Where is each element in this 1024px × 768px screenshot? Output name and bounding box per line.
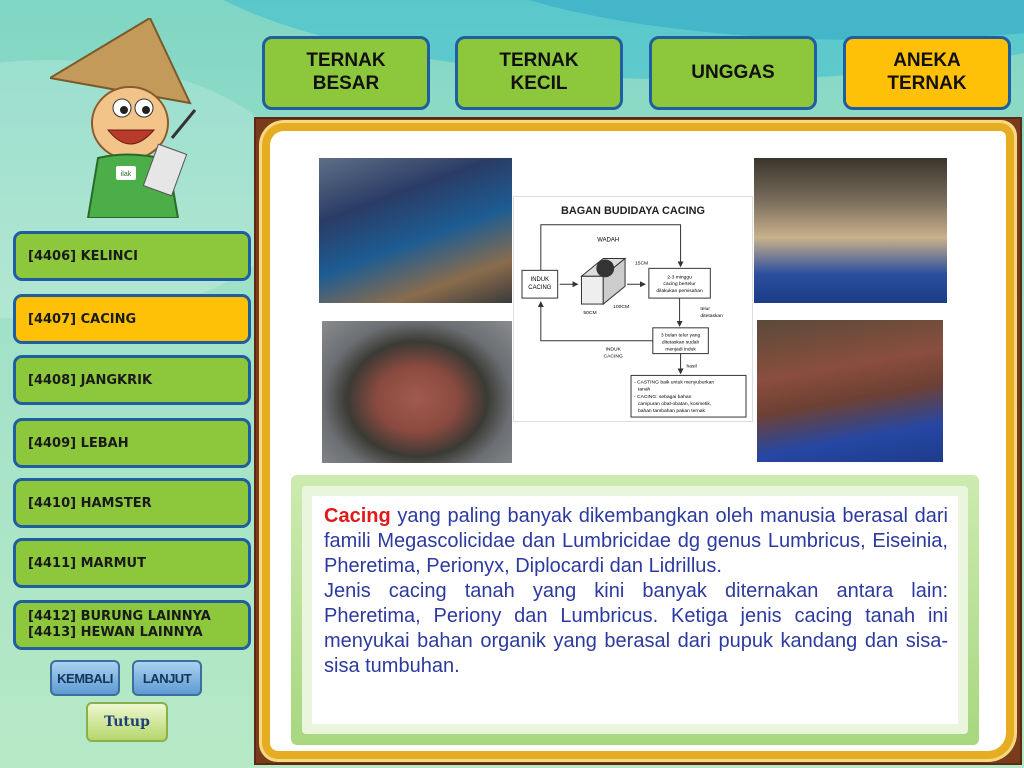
nav-label-line1: UNGGAS — [691, 61, 775, 83]
photo-worm-farm — [754, 158, 947, 303]
nav-ternak-besar[interactable] — [262, 36, 430, 110]
description-text — [312, 496, 958, 724]
sidebar-item-label: [4409] LEBAH — [28, 435, 129, 451]
diagram-label: 100CM — [613, 305, 630, 311]
highlight-word: Cacing — [324, 505, 391, 527]
nav-unggas[interactable] — [649, 36, 817, 110]
mascot-badge: ilak — [120, 171, 132, 178]
sidebar-item-cacing[interactable] — [13, 294, 251, 344]
diagram-label: campuran obat-obatan, kosmetik, — [637, 402, 712, 408]
diagram-label: 15CM — [634, 261, 649, 267]
sidebar-item-label: [4408] JANGKRIK — [28, 372, 153, 388]
nav-label-line2: BESAR — [312, 73, 380, 94]
diagram-label: menjadi induk — [665, 347, 696, 353]
description-panel — [291, 475, 979, 745]
sidebar-item-label: [4412] BURUNG LAINNYA — [28, 608, 211, 624]
diagram-label: telur — [700, 306, 711, 312]
diagram-label: hasil — [686, 364, 697, 370]
sidebar-item-burung-hewan-lainnya[interactable] — [13, 600, 251, 650]
diagram-title: BAGAN BUDIDAYA CACING — [560, 204, 706, 217]
sidebar-item-marmut[interactable] — [13, 538, 251, 588]
diagram-label: ditetaskan sudah — [661, 340, 700, 346]
sidebar-item-label: [4407] CACING — [28, 311, 137, 327]
nav-label-line2: TERNAK — [887, 73, 967, 94]
diagram-label: CACING — [528, 285, 552, 292]
sidebar-item-lebah[interactable] — [13, 418, 251, 468]
diagram-label: INDUK — [605, 347, 621, 353]
diagram-label: 2-3 minggu — [667, 275, 692, 281]
close-button[interactable]: Tutup — [86, 702, 168, 742]
diagram-label: 3 bulan telur yang — [660, 333, 701, 339]
diagram-label: tanah — [637, 387, 651, 393]
diagram-label: CACING — [603, 354, 623, 360]
nav-label-line1: TERNAK — [499, 50, 579, 72]
sidebar-item-kelinci[interactable] — [13, 231, 251, 281]
sidebar-item-label: [4410] HAMSTER — [28, 495, 152, 511]
diagram-label: WADAH — [597, 237, 620, 244]
photo-worm-harvest — [757, 320, 943, 462]
sidebar-item-jangkrik[interactable] — [13, 355, 251, 405]
paragraph-1 — [324, 504, 948, 579]
cultivation-diagram — [513, 196, 753, 422]
sidebar-item-label: [4413] HEWAN LAINNYA — [28, 625, 203, 640]
nav-label-line1: ANEKA — [893, 50, 961, 72]
description-panel-inner — [302, 486, 968, 734]
nav-ternak-kecil[interactable] — [455, 36, 623, 110]
sidebar-item-label: [4411] MARMUT — [28, 555, 146, 571]
sidebar-item-label: [4406] KELINCI — [28, 248, 138, 264]
diagram-label: ditetaskan — [700, 313, 723, 319]
diagram-label: - CACING: sebagai bahan — [633, 395, 692, 401]
nav-label-line2: KECIL — [510, 73, 568, 94]
diagram-label: INDUK — [530, 277, 550, 284]
diagram-label: 50CM — [583, 310, 597, 316]
nav-aneka-ternak[interactable] — [843, 36, 1011, 110]
photo-worm-pile — [322, 321, 512, 463]
nav-label-line1: TERNAK — [306, 50, 386, 72]
photo-worm-bins — [319, 158, 512, 303]
diagram-label: cacing bertelur — [663, 282, 696, 288]
next-button[interactable]: LANJUT — [132, 660, 202, 696]
farmer-mascot — [50, 18, 210, 218]
paragraph-1-text: yang paling banyak dikembangkan oleh manusia berasal dari famili Megascolicidae dan Lumbricidae dg genus Lumbricus, Eiseinia, Pheretima, Perionyx, Diplocardi dan Lidrillus. — [324, 505, 948, 577]
paragraph-2: Jenis cacing tanah yang kini banyak diternakan antara lain: Pheretima, Periony dan Lumbricus. Ketiga jenis cacing tanah ini menyukai bahan organik yang berasal dari pupuk kandang dan sisa-sisa tumbuhan. — [324, 580, 948, 677]
sidebar-item-hamster[interactable] — [13, 478, 251, 528]
diagram-label: dilakukan pemisahan — [656, 289, 703, 295]
diagram-label: - CASTING baik untuk menyuburkan — [633, 380, 715, 386]
back-button[interactable]: KEMBALI — [50, 660, 120, 696]
diagram-label: bahan tambahan pakan ternak — [637, 409, 705, 415]
